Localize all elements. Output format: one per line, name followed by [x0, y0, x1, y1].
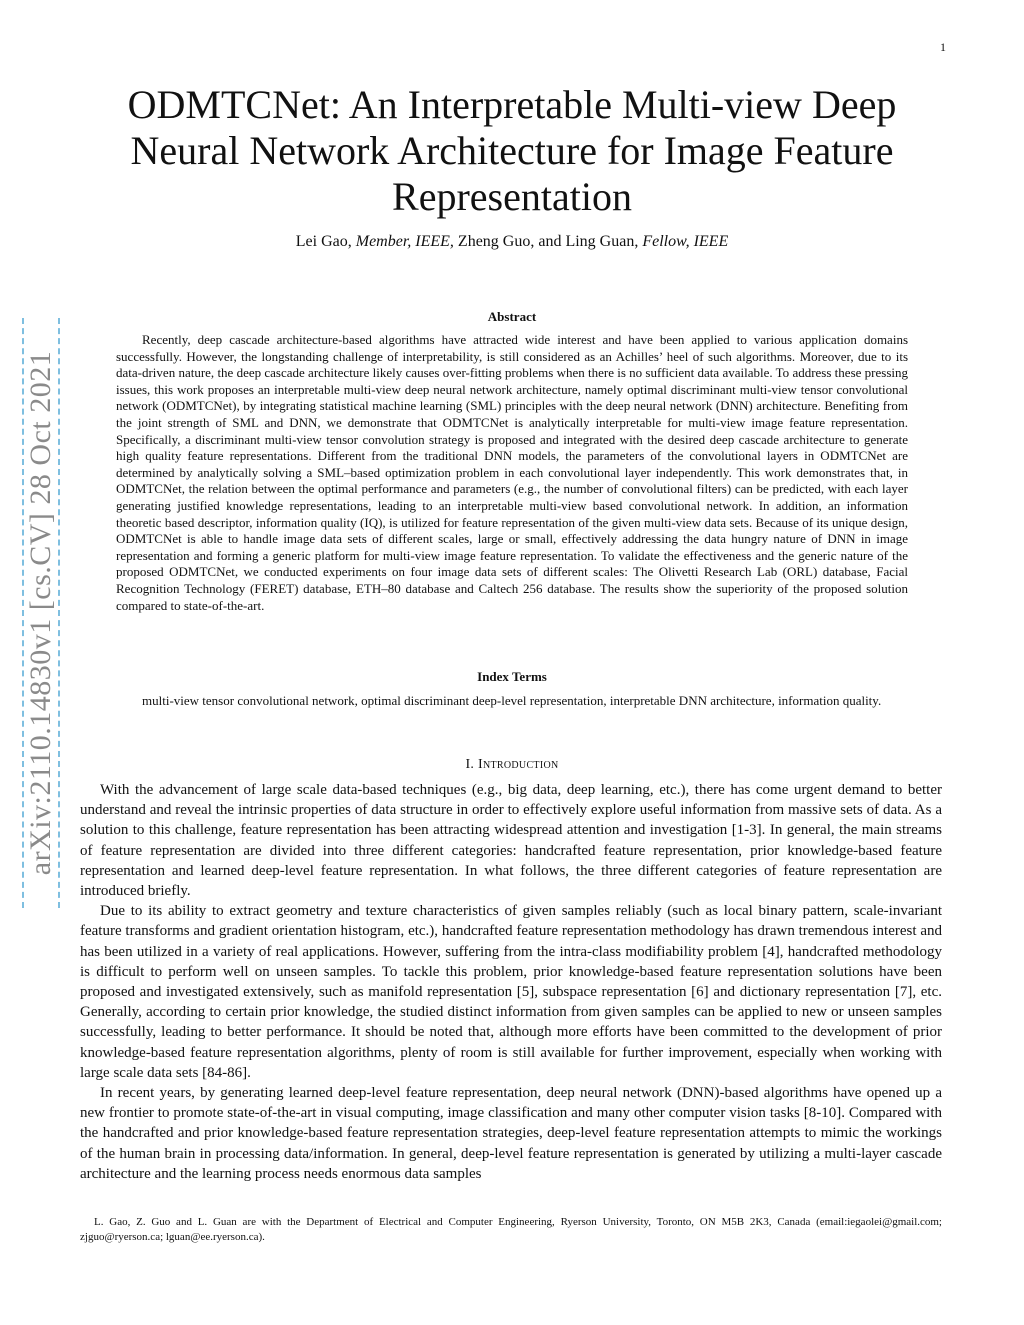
intro-paragraph-3: In recent years, by generating learned deep-level feature representation, deep neural network (DNN)-based algorithms have opened up a new frontier to promote state-of-the-art in visual computing, image classification and many other computer vision tasks [8-10]. Compared with the handcrafted and prior knowledge-based feature representation strategies, deep-level feature representation attempts to mimic the workings of the human brain in processing data/information. In general, deep-level feature representation is generated by utilizing a multi-layer cascade architecture and the learning process needs enormous data samples	[80, 1085, 942, 1182]
intro-paragraph-2: Due to its ability to extract geometry and texture characteristics of given samples reliably (such as local binary pattern, scale-invariant feature transforms and gradient orientation histogram, etc.), handcrafted feature representation methodology has drawn tremendous interest and has been utilized in a variety of real applications. However, suffering from the intra-class modifiability problem [4], handcrafted methodology is difficult to perform well on unseen samples. To tackle this problem, prior knowledge-based feature representation solutions have been proposed and investigated extensively, such as manifold representation [5], subspace representation [6] and dictionary representation [7], etc. Generally, according to certain prior knowledge, the studied distinct information from given samples can be applied to new or unseen samples successfully, leading to better performance. It should be noted that, although more efforts have been committed to the development of prior knowledge-based feature representation algorithms, plenty of room is still available for further improvement, especially when working with large scale data sets [84-86].	[80, 903, 942, 1081]
introduction-body	[80, 780, 942, 1184]
arxiv-stamp	[22, 318, 60, 908]
intro-paragraph-1: With the advancement of large scale data-based techniques (e.g., big data, deep learning, etc.), there has come urgent demand to better understand and reveal the intrinsic properties of data structure in order to effectively explore useful information from massive sets of data. As a solution to this challenge, feature representation has been attracting widespread attention and investigation [1-3]. In general, the main streams of feature representation are divided into three different categories: handcrafted feature representation, prior knowledge-based feature representation and learned deep-level feature representation. In what follows, the three different categories of feature representation are introduced briefly.	[80, 782, 942, 900]
paper-title	[80, 82, 944, 220]
title-line-1: ODMTCNet: An Interpretable Multi-view Deep	[127, 82, 897, 127]
title-line-2: Neural Network Architecture for Image Feature	[130, 128, 894, 173]
author-3-role: Fellow, IEEE	[642, 233, 729, 250]
abstract-text: Recently, deep cascade architecture-based algorithms have attracted wide interest and have been applied to various application domains successfully. However, the longstanding challenge of interpretability, is still considered as an Achilles’ heel of such algorithms. Moreover, due to its data-driven nature, the deep cascade architecture likely causes over-fitting problems when there is no sufficient data available. To address these pressing issues, this work proposes an interpretable multi-view deep neural network architecture, namely optimal discriminant multi-view tensor convolutional network (ODMTCNet), by integrating statistical machine learning (SML) principles with the deep neural network (DNN) architecture. Benefiting from the joint strength of SML and DNN, we demonstrate that ODMTCNet is analytically interpretable for multi-view image feature representation. Specifically, a discriminant multi-view tensor convolution strategy is proposed and integrated with the desired deep cascade architecture to generate high quality feature representations. Different from the traditional DNN models, the parameters of the convolutional layers in ODMTCNet are determined by analytically solving a SML–based optimization problem in each convolutional layer independently. This work demonstrates that, in ODMTCNet, the relation between the optimal performance and parameters (e.g., the number of convolutional filters) can be predicted, with each layer generating justified knowledge representations, leading to an interpretable multi-view based convolutional network. In addition, an information theoretic based descriptor, information quality (IQ), is utilized for feature representation of the given multi-view data sets. Because of its unique design, ODMTCNet is able to handle image data sets of different scales, large or small, effectively addressing the data hungry nature of DNN in image representation and forming a generic platform for multi-view image feature representation. To validate the effectiveness and the generic nature of the proposed ODMTCNet, we conducted experiments on four image data sets of different scales: The Olivetti Research Lab (ORL) database, Facial Recognition Technology (FERET) database, ETH–80 database and Caltech 256 database. The results show the superiority of the proposed solution compared to state-of-the-art.	[116, 332, 908, 613]
abstract-heading: Abstract	[487, 309, 537, 324]
index-terms-heading: Index Terms	[477, 669, 547, 684]
title-line-3: Representation	[392, 174, 632, 219]
introduction-heading: I. Introduction	[465, 757, 559, 772]
index-terms-text: multi-view tensor convolutional network, optimal discriminant deep-level representation, interpretable DNN architecture, information quality.	[142, 693, 882, 708]
author-line	[80, 233, 944, 251]
arxiv-id: arXiv:2110.14830v1 [cs.CV] 28 Oct 2021	[24, 350, 57, 876]
author-2-3: Zheng Guo, and Ling Guan,	[453, 233, 643, 250]
page-number: 1	[940, 40, 946, 54]
author-1-role: Member, IEEE,	[355, 233, 454, 250]
author-affiliation-footnote: L. Gao, Z. Guo and L. Guan are with the Department of Electrical and Computer Engineering, Ryerson University, Toronto, ON M5B 2K3, Canada (email:iegaolei@gmail.com; zjguo@ryerson.ca; lguan@ee.ryerson.ca).	[80, 1216, 942, 1243]
author-1: Lei Gao,	[295, 233, 356, 250]
